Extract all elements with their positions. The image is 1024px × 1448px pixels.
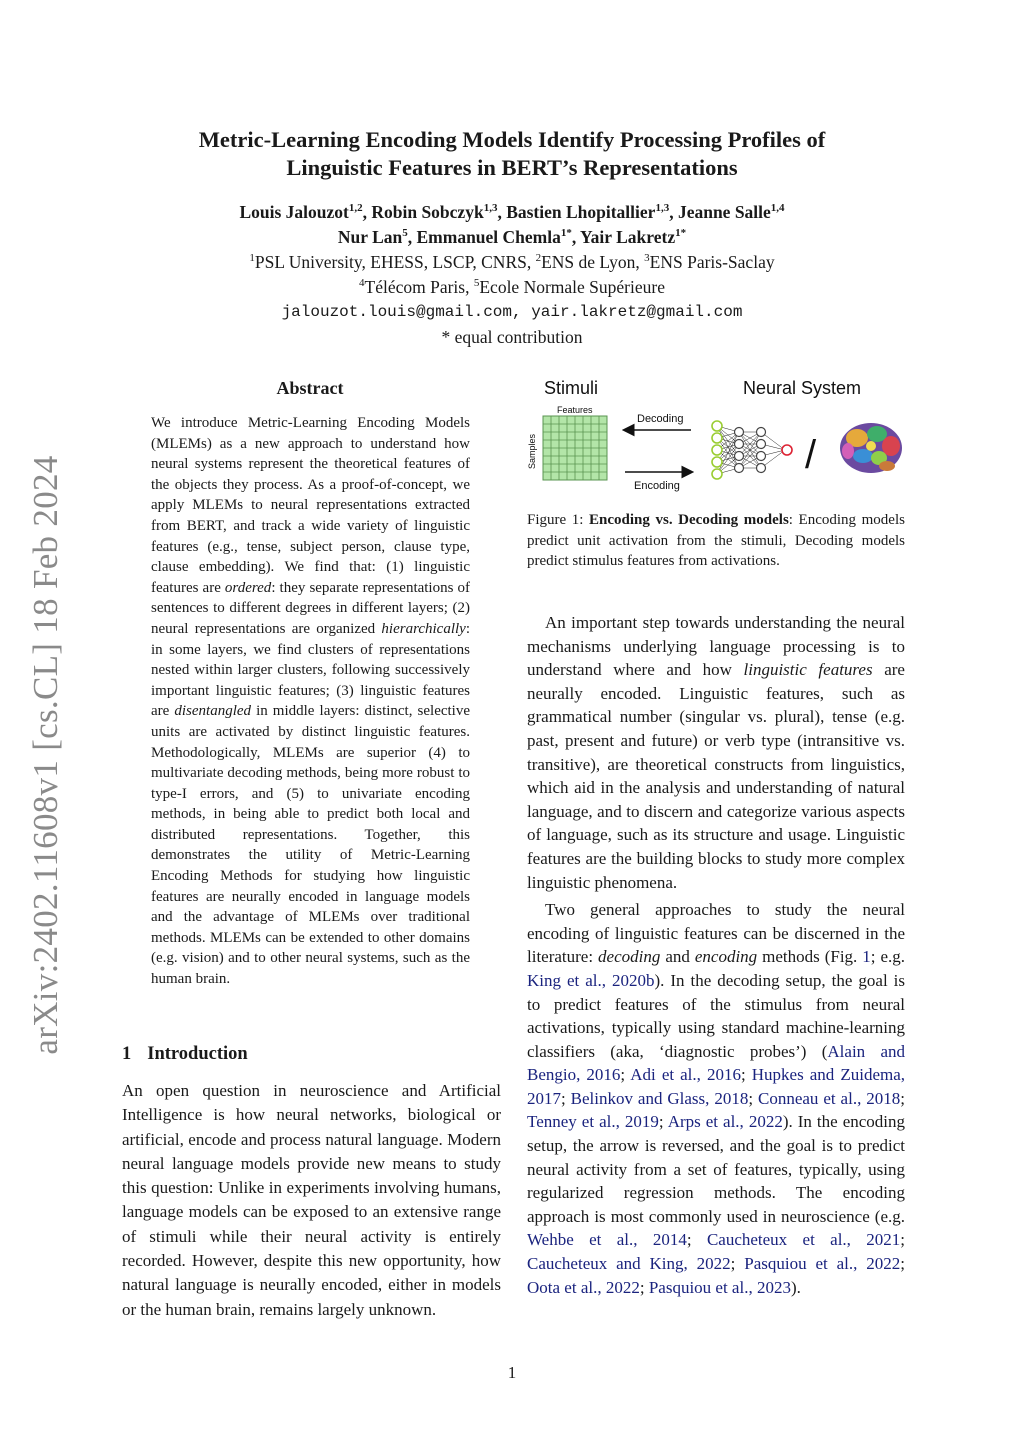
email-line[interactable]: jalouzot.louis@gmail.com, yair.lakretz@gmail.com bbox=[281, 303, 743, 321]
abstract-emph: hierarchically bbox=[381, 620, 466, 637]
text-run: An important step towards understanding the neural mechanisms underlying language processing is to understand where and how bbox=[527, 613, 905, 680]
neural-network-icon bbox=[712, 421, 792, 479]
affil-text: Télécom Paris, bbox=[364, 277, 474, 297]
abstract-text: We introduce Metric-Learning Encoding Models (MLEMs) as a new approach to understand how neural systems represent the theoretical features of the objects they process. As a proof-of-concept, we apply MLEMs to neural representations extracted from BERT, and track a wide variety of linguistic features (e.g., tense, subject person, clause type, clause embedding). We find that: (1) linguistic features are bbox=[151, 415, 470, 596]
figure-1-diagram bbox=[527, 372, 905, 504]
text-run: ; bbox=[748, 1088, 758, 1108]
intro-paragraph: An open question in neuroscience and Artificial Intelligence is how neural networks, biological or artificial, encode and process natural language. Modern neural language models provide new means to study this question: Unlike in experiments involving humans, language models can be exposed to an extensive range of stimuli while their neural activity is entirely recorded. However, despite this new opportunity, how natural language is neurally encoded, either in models or the human brain, remains largely unknown. bbox=[122, 1081, 501, 1319]
decoding-label: Decoding bbox=[637, 413, 684, 425]
caption-bold: Encoding vs. Decoding models bbox=[589, 512, 789, 528]
abstract-emph: disentangled bbox=[174, 703, 252, 720]
affil-sup: 4 bbox=[359, 277, 365, 290]
arxiv-stamp-text: arXiv:2402.11608v1 [cs.CL] 18 Feb 2024 bbox=[26, 455, 65, 1055]
abstract-heading: Abstract bbox=[276, 378, 344, 398]
affiliation-line-2 bbox=[120, 275, 904, 300]
text-run: ; e.g. bbox=[870, 947, 906, 967]
author-sup: 1* bbox=[675, 227, 687, 240]
author-name: Robin Sobczyk bbox=[371, 202, 484, 222]
author-block bbox=[120, 200, 904, 350]
text-emph: decoding bbox=[598, 947, 661, 967]
affil-text: ENS de Lyon, bbox=[541, 252, 645, 272]
title-line-2: Linguistic Features in BERT’s Representations bbox=[286, 155, 738, 180]
paragraph bbox=[527, 898, 905, 1299]
citation-link[interactable]: Oota et al., 2022 bbox=[527, 1277, 640, 1297]
text-run: ; bbox=[900, 1254, 905, 1274]
affil-text: ENS Paris-Saclay bbox=[649, 252, 775, 272]
affil-text: Ecole Normale Supérieure bbox=[479, 277, 665, 297]
citation-link[interactable]: Alain and Bengio, 2016 bbox=[527, 1041, 905, 1085]
citation-link[interactable]: Pasquiou et al., 2022 bbox=[744, 1254, 901, 1274]
text-run: ). bbox=[790, 1277, 801, 1297]
text-run: ). In the encoding setup, the arrow is reversed, and the goal is to predict neural activity from a set of features, typically, using regularized regression methods. The encoding approach is most commonly used in neuroscience (e.g. bbox=[527, 1112, 906, 1226]
author-sup: 1,4 bbox=[770, 202, 785, 215]
slash-divider: / bbox=[805, 433, 817, 477]
citation-link[interactable]: Adi et al., 2016 bbox=[630, 1065, 741, 1085]
encoding-label: Encoding bbox=[634, 480, 680, 492]
text-emph: linguistic features bbox=[743, 660, 873, 680]
citation-link[interactable]: Caucheteux et al., 2021 bbox=[706, 1230, 901, 1250]
affiliation-line-1 bbox=[120, 250, 904, 275]
citation-link[interactable]: Hupkes and Zuidema, 2017 bbox=[527, 1065, 906, 1108]
author-name: Bastien Lhopitallier bbox=[506, 202, 656, 222]
text-run: Two general approaches to study the neural encoding of linguistic features can be discerned in the literature: bbox=[527, 900, 905, 967]
section-heading-introduction bbox=[122, 1044, 248, 1065]
citation-link[interactable]: Belinkov and Glass, 2018 bbox=[570, 1088, 749, 1108]
caption-prefix: Figure 1: bbox=[527, 512, 590, 528]
page-number: 1 bbox=[507, 1363, 517, 1382]
text-run: ; bbox=[658, 1112, 668, 1132]
text-run: ; bbox=[620, 1065, 631, 1085]
paragraph bbox=[527, 611, 905, 894]
text-run: ; bbox=[639, 1277, 649, 1297]
neural-system-label: Neural System bbox=[743, 378, 862, 398]
caption-text: : Encoding models predict unit activation from the stimuli, Decoding models predict stimulus features from activations. bbox=[527, 512, 905, 570]
text-run: methods (Fig. bbox=[757, 947, 863, 967]
arxiv-stamp bbox=[22, 455, 70, 1055]
text-run: ; bbox=[686, 1230, 707, 1250]
affil-text: PSL University, EHESS, LSCP, CNRS, bbox=[254, 252, 536, 272]
text-run: are neurally encoded. Linguistic features, such as grammatical number (singular vs. plural), tense (e.g. past, present and future) or verb type (intransitive vs. transitive), are theoretical constructs from linguistics, which aid in the analysis and understanding of natural language, and to discern and categorize various aspects of language, such as its structure and usage. Linguistic features are the building blocks to study more complex linguistic phenomena. bbox=[527, 660, 905, 892]
text-run: ; bbox=[730, 1254, 745, 1274]
citation-link[interactable]: Caucheteux and King, 2022 bbox=[527, 1254, 731, 1274]
citation-link[interactable]: Tenney et al., 2019 bbox=[527, 1112, 659, 1132]
author-sup: 1,3 bbox=[483, 202, 498, 215]
section-number: 1 bbox=[122, 1044, 132, 1064]
citation-link[interactable]: Wehbe et al., 2014 bbox=[527, 1230, 687, 1250]
affil-sup: 3 bbox=[644, 252, 650, 265]
author-sup: 5 bbox=[402, 227, 408, 240]
citation-link[interactable]: King et al., 2020b bbox=[527, 970, 655, 990]
stimulus-grid bbox=[543, 416, 607, 480]
abstract-body bbox=[151, 413, 470, 990]
text-run: and bbox=[660, 947, 695, 967]
affil-sup: 1 bbox=[249, 252, 255, 265]
stimuli-label: Stimuli bbox=[544, 378, 599, 398]
author-name: Yair Lakretz bbox=[579, 227, 676, 247]
title-line-1: Metric-Learning Encoding Models Identify Processing Profiles of bbox=[198, 127, 826, 152]
affil-sup: 2 bbox=[535, 252, 542, 265]
text-run: ). In the decoding setup, the goal is to predict features of the stimulus from neural activations, typically using standard machine-learning classifiers (aka, ‘diagnostic probes’) ( bbox=[527, 970, 905, 1061]
abstract-text: : they separate representations of sentences to different degrees in different layers; (2) neural representations are organized bbox=[151, 579, 471, 637]
citation-link[interactable]: Conneau et al., 2018 bbox=[758, 1088, 901, 1108]
features-label: Features bbox=[557, 405, 593, 415]
author-name: Jeanne Salle bbox=[677, 202, 771, 222]
text-run: ; bbox=[561, 1088, 571, 1108]
author-name: Louis Jalouzot bbox=[239, 202, 349, 222]
affil-sup: 5 bbox=[473, 277, 480, 290]
equal-contribution-note: * equal contribution bbox=[441, 327, 583, 347]
abstract-emph: ordered bbox=[224, 579, 272, 596]
figure-reference-link[interactable]: 1 bbox=[862, 947, 871, 967]
citation-link[interactable]: Arps et al., 2022 bbox=[667, 1112, 783, 1132]
author-sup: 1,3 bbox=[655, 202, 670, 215]
text-run: ; bbox=[740, 1065, 752, 1085]
author-sup: 1,2 bbox=[348, 202, 363, 215]
author-name: Nur Lan bbox=[337, 227, 403, 247]
author-line-2: Nur Lan$^5$, Emmanuel Chemla$^{1*}$, Yair Lakretz$^{1*}$ bbox=[337, 227, 687, 247]
author-line-1: Louis Jalouzot$^{1,2}$, Robin Sobczyk$^{1,3}$, Bastien Lhopitallier$^{1,3}$, Jeanne Salle$^{1,4}$ bbox=[239, 202, 785, 222]
brain-icon bbox=[840, 423, 902, 473]
text-run: ; bbox=[900, 1088, 905, 1108]
abstract-text: : in some layers, we find clusters of representations nested within larger clusters, following successively important linguistic features; (3) linguistic features are bbox=[151, 620, 470, 720]
samples-label: Samples bbox=[527, 433, 537, 469]
right-column-body bbox=[527, 611, 905, 1299]
text-run: ; bbox=[900, 1230, 905, 1250]
figure-1-caption bbox=[527, 510, 905, 572]
author-sup: 1* bbox=[560, 227, 572, 240]
paper-title bbox=[120, 126, 904, 182]
text-emph: encoding bbox=[694, 947, 758, 967]
citation-link[interactable]: Pasquiou et al., 2023 bbox=[648, 1277, 791, 1297]
author-name: Emmanuel Chemla bbox=[416, 227, 561, 247]
abstract-text: in middle layers: distinct, selective units are activated by distinct linguistic features. Methodologically, MLEMs are superior (4) to multivariate decoding methods, being more robust to type-I errors, and (5) to univariate encoding methods, in being able to predict both local and distributed representations. Together, this demonstrates the utility of Metric-Learning Encoding Methods for studying how linguistic features are neurally encoded in language models and the advantage of MLEMs over traditional methods. MLEMs can be extended to other domains (e.g. vision) and to other neural systems, such as the human brain. bbox=[151, 703, 471, 988]
section-title: Introduction bbox=[147, 1044, 248, 1064]
